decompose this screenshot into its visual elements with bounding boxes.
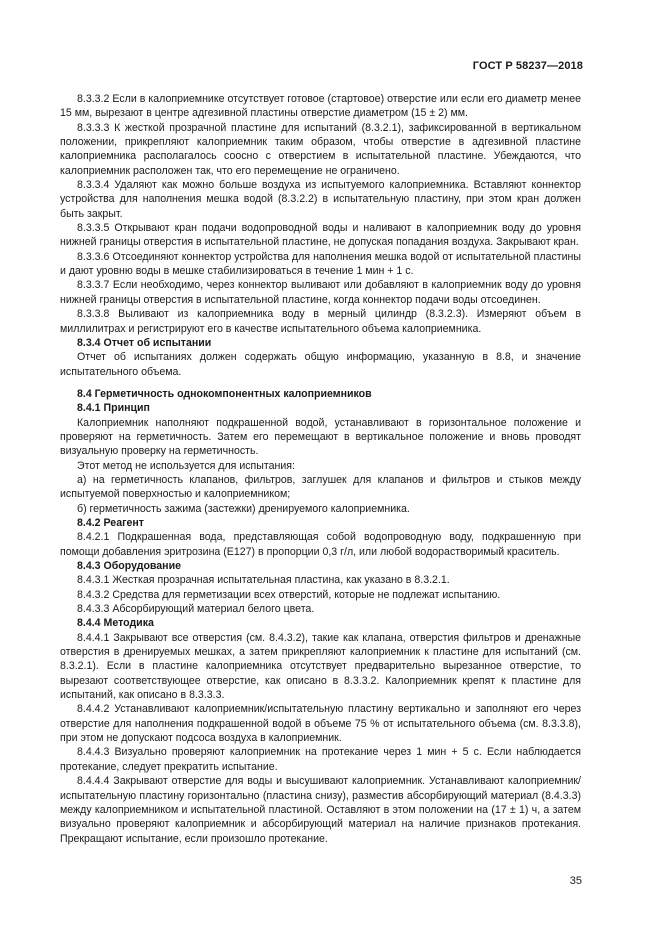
clause-8-4-4-3: 8.4.4.3 Визуально проверяют калоприемник на протекание через 1 мин + 5 с. Если наблюдается протекание, следует прекратить испытание. — [60, 746, 581, 773]
paragraph-principle: Калоприемник наполняют подкрашенной водой, устанавливают в горизонтальное положение и проверяют на герметичность. Затем его перемещают в вертикальное положение и вновь проводят визуальную проверку на герметичность. — [60, 416, 581, 458]
clause-8-4-3-2: 8.4.3.2 Средства для герметизации всех отверстий, которые не подлежат испытанию. — [77, 588, 501, 601]
document-body — [60, 92, 581, 846]
clause-8-4-4-1: 8.4.4.1 Закрывают все отверстия (см. 8.4.3.2), такие как клапана, отверстия фильтров и дренажные отверстия в дренируемых мешках, а затем прикрепляют калоприемник к пластине для испытаний (см. 8.3.2.1). Если в пластине калоприемника отсутствует предварительно вырезанное отверстие, то вырезают соответствующее отверстие, как описано в 8.3.3.2. Калоприемник крепят к пластине для испытаний, как описано в 8.3.3.3. — [60, 631, 581, 702]
page-number: 35 — [569, 875, 582, 887]
paragraph-report: Отчет об испытаниях должен содержать общую информацию, указанную в 8.8, и значение испытательного объема. — [60, 351, 581, 378]
heading-8-4-3: 8.4.3 Оборудование — [77, 560, 181, 572]
clause-8-3-3-4: 8.3.3.4 Удаляют как можно больше воздуха из испытуемого калоприемника. Вставляют коннектор устройства для наполнения мешка водой (8.3.2.2) в испытательную пластину, при этом кран должен быть закрыт. — [60, 179, 581, 220]
paragraph-not-used: Этот метод не используется для испытания: — [77, 459, 295, 472]
list-item-b: б) герметичность зажима (застежки) дренируемого калоприемника. — [77, 502, 410, 515]
clause-8-3-3-2: 8.3.3.2 Если в калоприемнике отсутствует готовое (стартовое) отверстие или если его диаметр менее 15 мм, вырезают в центре адгезивной пластины отверстие диаметром (15 ± 2) мм. — [60, 93, 581, 120]
clause-8-4-2-1: 8.4.2.1 Подкрашенная вода, представляющая собой водопроводную воду, подкрашенную при помощи добавления эритрозина (Е127) в пропорции 0,3 г/л, или любой водорастворимый краситель. — [60, 531, 581, 558]
clause-8-3-3-8: 8.3.3.8 Выливают из калоприемника воду в мерный цилиндр (8.3.2.3). Измеряют объем в миллилитрах и регистрируют его в качестве испытательного объема калоприемника. — [60, 308, 581, 335]
clause-8-3-3-6: 8.3.3.6 Отсоединяют коннектор устройства для наполнения мешка водой от испытательной пластины и дают уровню воды в мешке стабилизироваться в течение 1 мин + 1 с. — [60, 250, 581, 278]
clause-8-4-4-2: 8.4.4.2 Устанавливают калоприемник/испытательную пластину вертикально и заполняют его через отверстие для наполнения подкрашенной водой в объеме 75 % от испытательного объема (см. 8.3.3.8), при этом не допускают подсоса воздуха в калоприемник. — [60, 703, 581, 745]
clause-8-4-4-4: 8.4.4.4 Закрывают отверстие для воды и высушивают калоприемник. Устанавливают калоприемник/испытательную пластину горизонтально (пластина снизу), разместив абсорбирующий материал (8.4.3.3) между калоприемником и испытательной пластиной. Оставляют в этом положении на (17 ± 1) ч, а затем визуально проверяют калоприемник и абсорбирующий материал на наличие признаков протекания. Прекращают испытание, если произошло протекание. — [60, 775, 581, 845]
section-heading-8-4: 8.4 Герметичность однокомпонентных калоприемников — [77, 387, 372, 400]
clause-8-3-3-5: 8.3.3.5 Открывают кран подачи водопроводной воды и наливают в калоприемник воду до уровня нижней границы отверстия в испытательной пластине, не допуская попадания воздуха. Закрывают кран. — [60, 222, 581, 249]
clause-8-4-3-1: 8.4.3.1 Жесткая прозрачная испытательная пластина, как указано в 8.3.2.1. — [77, 574, 450, 587]
list-item-a: а) на герметичность клапанов, фильтров, заглушек для клапанов и фильтров и стыков между испытуемой поверхностью и калоприемником; — [60, 473, 581, 501]
heading-8-3-4: 8.3.4 Отчет об испытании — [77, 336, 212, 349]
clause-8-3-3-3: 8.3.3.3 К жесткой прозрачной пластине для испытаний (8.3.2.1), зафиксированной в вертикальном положении, прикрепляют калоприемник таким образом, чтобы отверстие в адгезивной пластине калоприемника располагалось соосно с отверстием в испытательной пластине. Убеждаются, что калоприемник расположен так, что его перемещение не ограничено. — [60, 121, 581, 177]
standard-number: ГОСТ Р 58237—2018 — [472, 60, 583, 72]
heading-8-4-1: 8.4.1 Принцип — [77, 402, 150, 415]
heading-8-4-2: 8.4.2 Реагент — [77, 516, 144, 529]
clause-8-3-3-7: 8.3.3.7 Если необходимо, через коннектор выливают или добавляют в калоприемник воду до уровня нижней границы отверстия в испытательной пластине, когда коннектор подачи воды отсоединен. — [60, 279, 581, 306]
heading-8-4-4: 8.4.4 Методика — [77, 617, 154, 630]
clause-8-4-3-3: 8.4.3.3 Абсорбирующий материал белого цвета. — [77, 603, 315, 616]
